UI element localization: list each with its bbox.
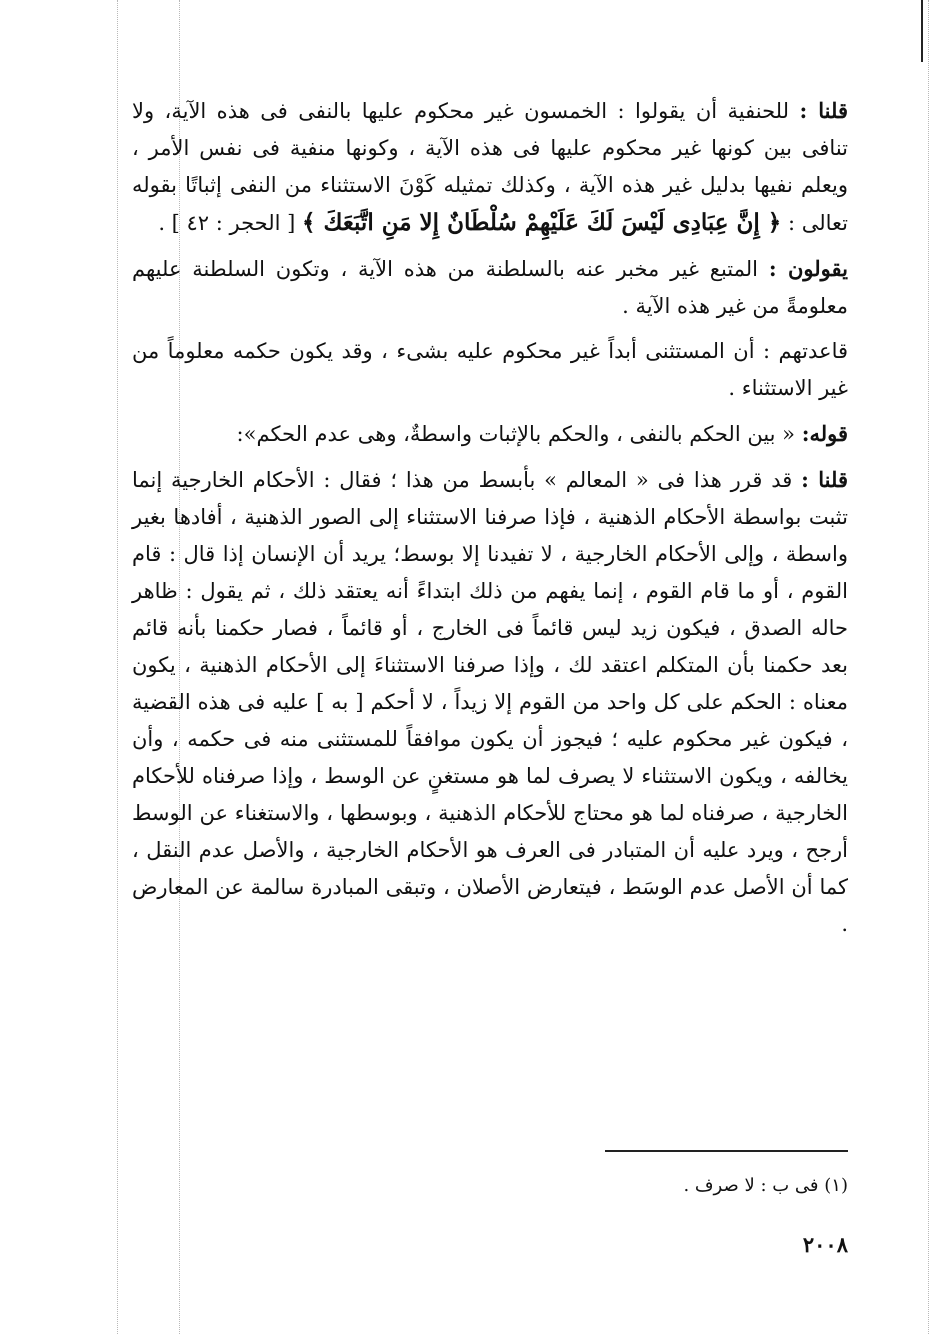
paragraph-body: قاعدتهم : أن المستثنى أبداً غير محكوم عليه بشىء ، وقد يكون حكمه معلوماً من غير الاستثناء .	[132, 339, 848, 400]
paragraph	[132, 461, 848, 943]
margin-rule	[921, 0, 923, 62]
paragraph-lead: قلنا :	[799, 98, 849, 123]
paragraph	[132, 92, 848, 242]
footnote: (١) فى ب : لا صرف .	[683, 1175, 848, 1196]
scan-guide-line	[117, 0, 118, 1334]
page-number: ٢٠٠٨	[802, 1232, 848, 1257]
scan-guide-line	[928, 0, 929, 1334]
verse-reference: [ الحجر : ٤٢ ] .	[158, 211, 296, 235]
paragraph	[132, 415, 848, 453]
main-text	[132, 92, 848, 951]
paragraph-body: « بين الحكم بالنفى ، والحكم بالإثبات واسطةٌ، وهى عدم الحكم»:	[236, 422, 802, 446]
footnote-separator	[605, 1150, 848, 1152]
paragraph-body: قد قرر هذا فى « المعالم » بأبسط من هذا ؛ فقال : الأحكام الخارجية إنما تثبت بواسطة الأحكام الذهنية ، فإذا صرفنا الاستثناء إلى الصور الذهنية ، أفادها بغير واسطة ، وإلى الأحكام الخارجية ، لا تفيدنا إلا بوسط؛ يريد أن الإنسان إذا قال : قام القوم ، أو ما قام القوم ، إنما يفهم من ذلك ابتداءً أنه يعتقد ذلك ، ثم يقول : ظاهر حاله الصدق ، فيكون زيد ليس قائماً فى الخارج ، أو قائماً ، فصار حكمنا بأنه قائم بعد حكمنا بأن المتكلم اعتقد لك ، وإذا صرفنا الاستثناءَ إلى الأحكام الذهنية ، يكون معناه : الحكم على كل واحد من القوم إلا زيداً ، لا أحكم [ به ] عليه فى هذه القضية ، فيكون غير محكوم عليه ؛ فيجوز أن يكون موافقاً للمستثنى منه فى حكمه ، وأن يخالفه ، ويكون الاستثناء لا يصرف لما هو مستغنٍ عن الوسط ، وإذا صرفناه للأحكام الخارجية ، صرفناه لما هو محتاج للأحكام الذهنية ، وبوسطها ، والاستغناء عن الوسط أرجح ، ويرد عليه أن المتبادر فى العرف هو الأحكام الخارجية ، والأصل عدم النقل ، كما أن الأصل عدم الوسَط ، فيتعارض الأصلان ، وتبقى المبادرة سالمة عن المعارض .	[132, 468, 848, 936]
paragraph	[132, 250, 848, 325]
paragraph-body: للحنفية أن يقولوا : الخمسون غير محكوم عليها بالنفى فى هذه الآية، ولا تنافى بين كونها غير محكوم عليها فى هذه الآية ، وكونها منفية فى نفس الأمر ، ويعلم نفيها بدليل غير هذه الآية ، وكذلك تمثيله كَوْنَ الاستثناء من النفى إثباتًا بقوله تعالى :	[132, 99, 848, 235]
paragraph	[132, 333, 848, 407]
paragraph-lead: قوله:	[801, 421, 848, 446]
paragraph-lead: يقولون :	[768, 256, 848, 281]
quran-verse: ﴿ إِنَّ عِبَادِى لَيْسَ لَكَ عَلَيْهِمْ سُلْطَانٌ إِلا مَنِ اتَّبَعَكَ ﴾	[302, 209, 782, 236]
paragraph-lead: قلنا :	[801, 467, 848, 492]
paragraph-body: المتبع غير مخبر عنه بالسلطنة من هذه الآية ، وتكون السلطنة عليهم معلومةً من غير هذه الآية .	[132, 257, 848, 318]
